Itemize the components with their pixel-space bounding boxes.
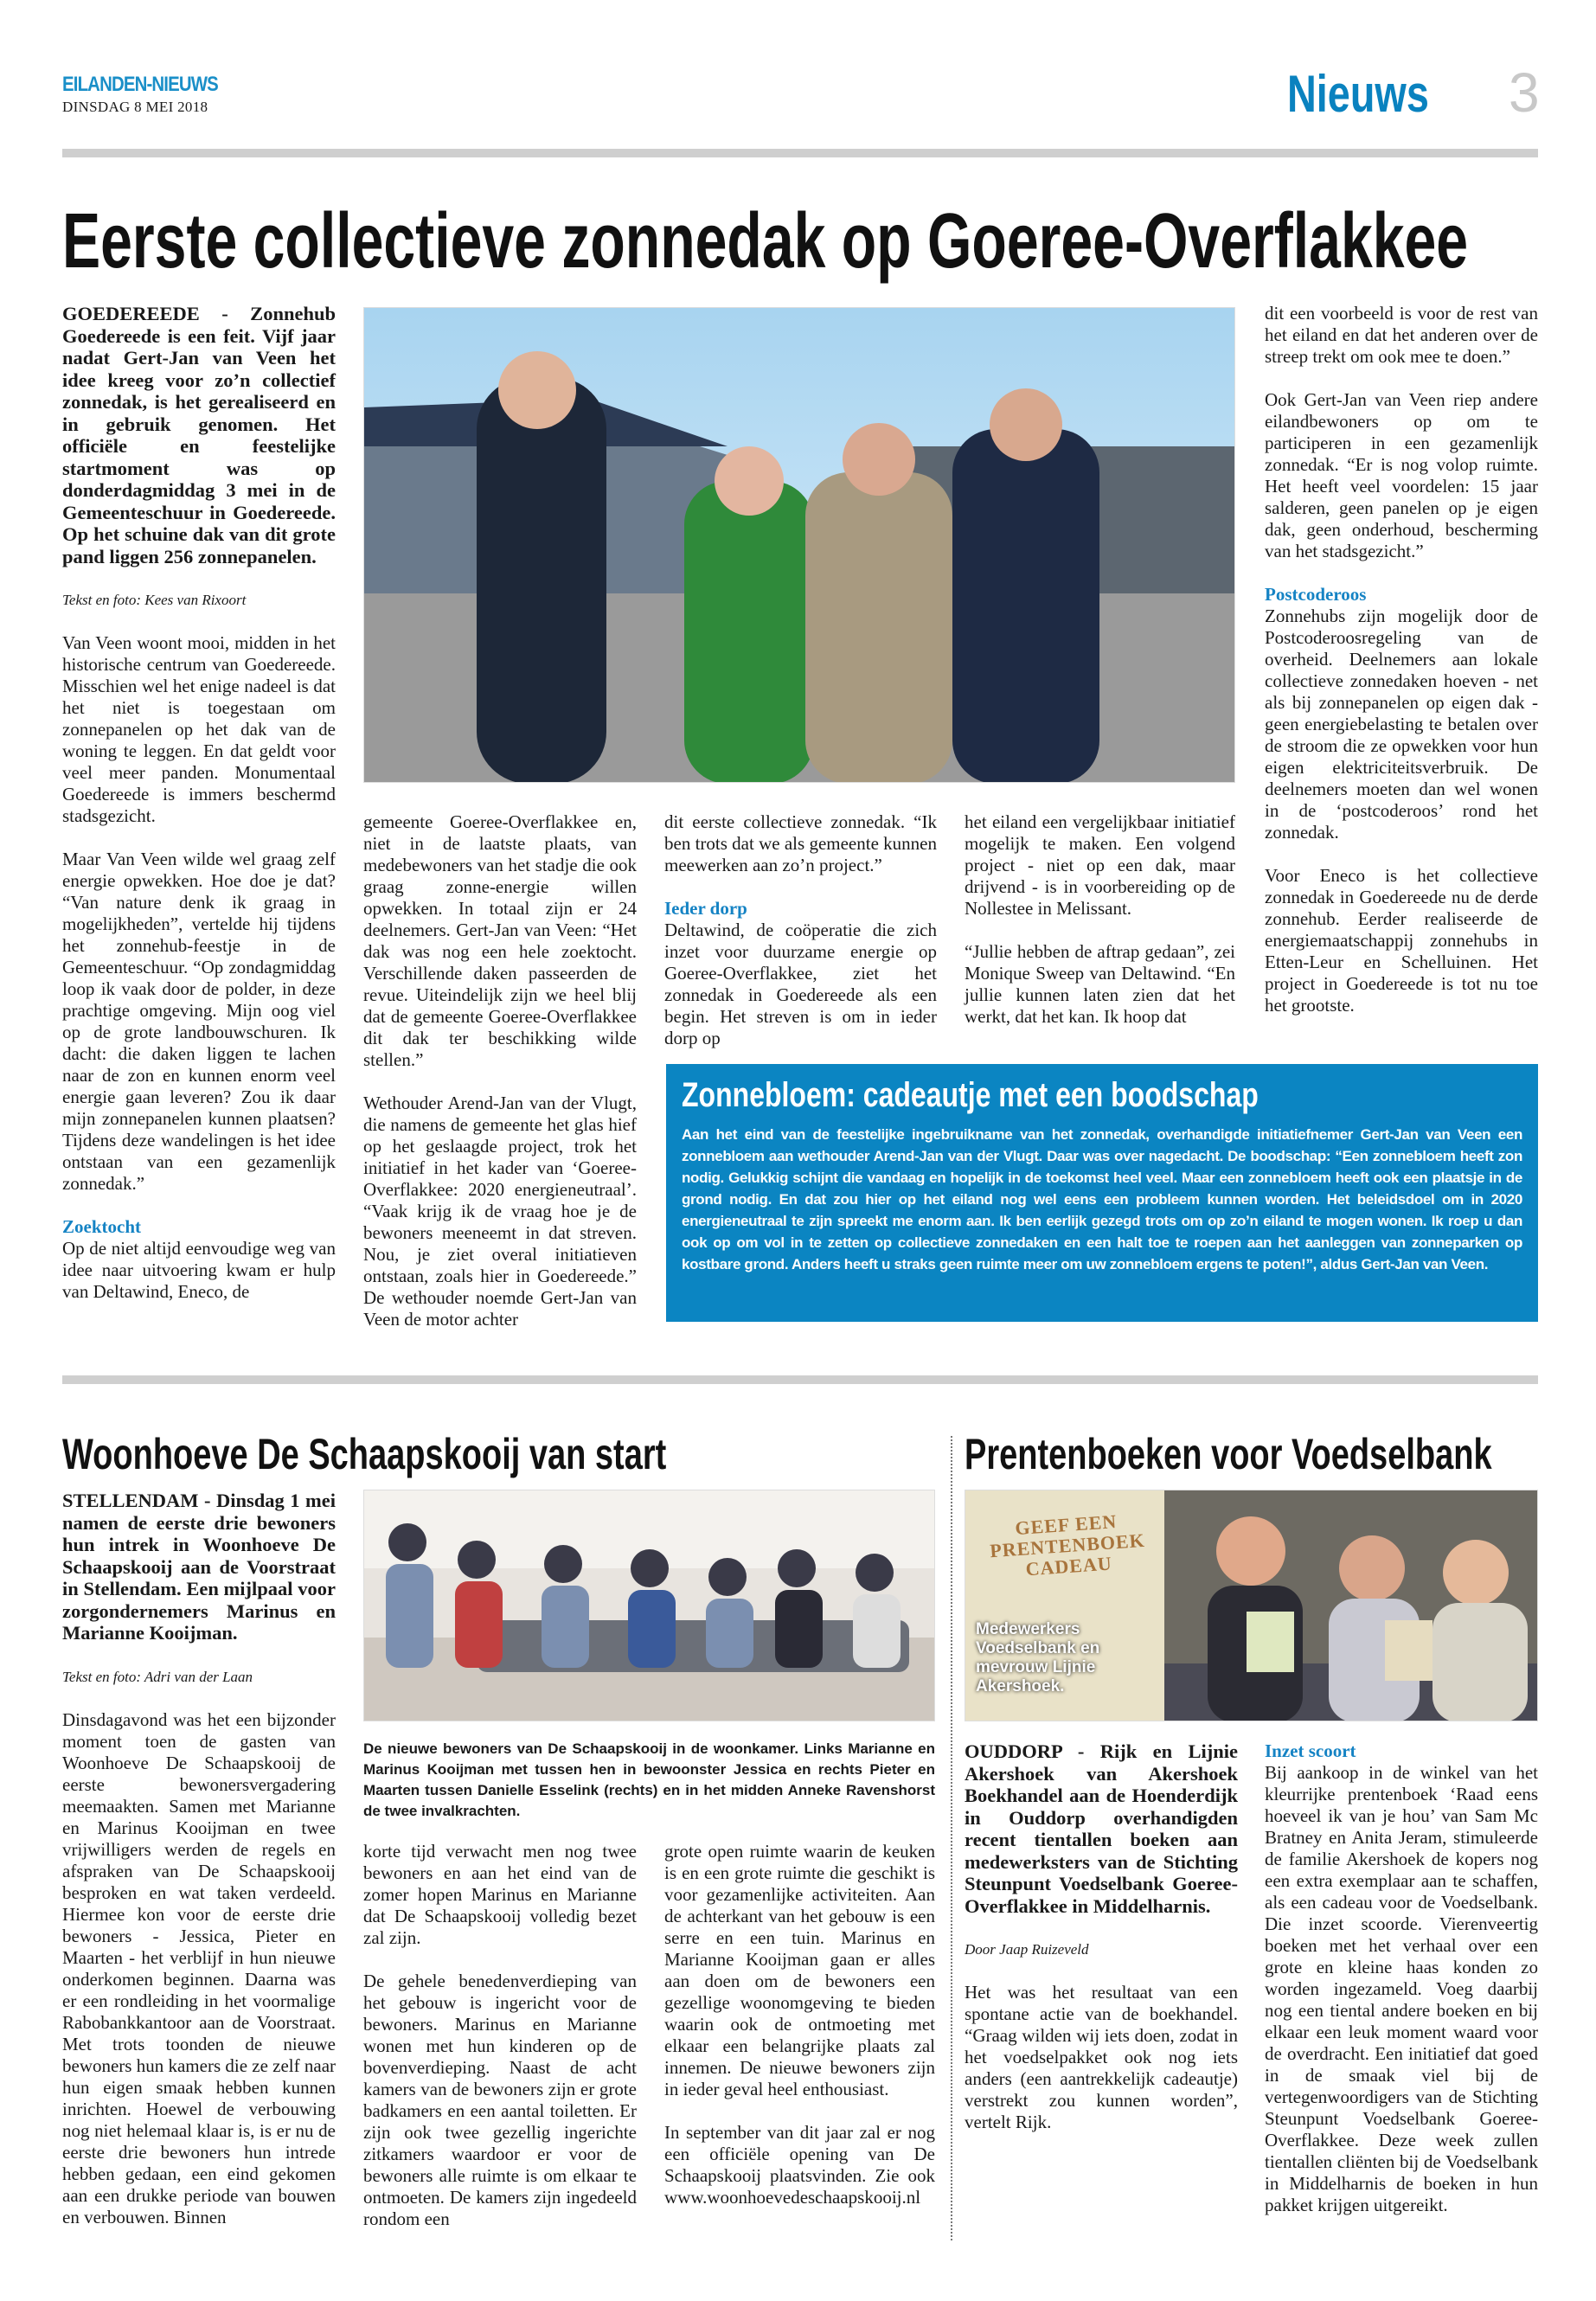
photo-caption: De nieuwe bewoners van De Schaapskooij in de woonkamer. Links Marianne en Marinus Kooijman met tussen hen in bewoonster Jessica en rechts Pieter en Maarten tussen Danielle Esselink (rechts) en in het midden Anneke Ravenshorst de twee invalkrachten. (363, 1740, 935, 1819)
paragraph: dit eerste collectieve zonnedak. “Ik ben trots dat we als gemeente kunnen meewerken aan zo’n project.” (664, 811, 937, 875)
paragraph: gemeente Goeree-Overflakkee en, niet in de laatste plaats, van medebewoners van het stadje die ook graag zonne-energie willen opwekken. In totaal zijn er 24 deelnemers. Gert-Jan van Veen: “Het dak was nog een hele zoektocht. Verschillende daken passeerden de revue. Uiteindelijk zijn we heel blij dat de gemeente Goeree-Overflakkee dit dak ter beschikking wilde stellen.” (363, 811, 637, 1070)
poster-lettering: GEEF EEN PRENTENBOEK CADEAU (989, 1509, 1146, 1580)
issue-date: DINSDAG 8 MEI 2018 (62, 99, 208, 115)
paragraph: Voor Eneco is het collectieve zonnedak in Goedereede nu de derde zonnehub. Eerder realiseerde de energiemaatschappij zonnehubs in Etten-Leur en Schelluinen. Het project in Goedereede is tot nu toe het grootste. (1265, 865, 1538, 1016)
section-title: Nieuws (1287, 65, 1429, 123)
paragraph: Wethouder Arend-Jan van der Vlugt, die namens de gemeente het glas hief op het geslaagde project, trok het initiatief in het kader van ‘Goeree-Overflakkee: 2020 energieneutraal’. “Vaak krijg ik de vraag hoe je de bewoners meeneemt in dat streven. Nou, je ziet overal initiatieven ontstaan, zoals hier in Goedereede.” De wethouder noemde Gert-Jan van Veen de motor achter (363, 1093, 637, 1330)
sidebar-box-zonnebloem (666, 1064, 1538, 1322)
paragraph: Zonnehubs zijn mogelijk door de Postcoderoosregeling van de overheid. Deelnemers aan lokale collectieve zonnedaken hoeven - net als bij zonnepanelen op eigen dak - geen energiebelasting te betalen over de stroom die ze opwekken voor hun eigen elektriciteitsverbruik. De deelnemers moeten dan wel wonen in de ‘postcoderoos’ rond het zonnedak. (1265, 606, 1538, 843)
newspaper-logo: EILANDEN-NIEUWS (62, 73, 218, 96)
article-column-4 (965, 811, 1235, 1049)
subheading: Inzet scoort (1265, 1740, 1356, 1761)
paragraph: In september van dit jaar zal er nog een officiële opening van De Schaapskooij plaatsvinden. Zie ook www.woonhoevedeschaapskooij.nl (664, 2122, 935, 2208)
paragraph: Bij aankoop in de winkel van het kleurrijke prentenboek ‘Raad eens hoeveel ik van je hou’ van Sam Mc Bratney en Anita Jeram, stimuleerde de familie Akershoek de kopers nog een extra exemplaar aan te schaffen, als een cadeau voor de Voedselbank. Die inzet scoorde. Vierenveertig boeken met het verhaal over een grote en kleine haas konden zo worden ingezameld. Voeg daarbij nog een tiental andere boeken en bij elkaar een leuk moment waard voor de overdracht. Een initiatief dat goed in de smaak viel bij de vertegenwoordigers van de Stichting Steunpunt Voedselbank Goeree-Overflakkee. Deze week zullen tientallen cliënten bij de Voedselbank in Middelharnis de boeken in hun pakket krijgen uitgereikt. (1265, 1762, 1538, 2215)
photo-solar-roof-image (364, 308, 1235, 783)
paragraph: Deltawind, de coöperatie die zich inzet voor duurzame energie op Goeree-Overflakkee, ziet het zonnedak in Goedereede als een begin. Het streven is om in ieder dorp op (664, 920, 937, 1048)
woonhoeve-column-2 (363, 1841, 637, 2252)
article-headline: Eerste collectieve zonnedak op Goeree-Overflakkee (62, 198, 1469, 285)
article-lead: OUDDORP - Rijk en Lijnie Akershoek van Akershoek Boekhandel aan de Hoenderdijk in Ouddorp overhandigden recent tientallen boeken aan medewerksters van de Stichting Steunpunt Voedselbank Goeree-Overflakkee in Middelharnis. (965, 1740, 1238, 1917)
article-headline-prentenboeken: Prentenboeken voor Voedselbank (965, 1430, 1492, 1478)
article-headline-woonhoeve: Woonhoeve De Schaapskooij van start (62, 1430, 667, 1478)
top-divider (62, 149, 1538, 157)
paragraph: Ook Gert-Jan van Veen riep andere eilandbewoners op om te participeren in een gezamenlijk zonnedak. “Er is nog volop ruimte. Het heeft veel voordelen: 15 jaar salderen, geen panelen op je eigen dak, geen onderhoud, bescherming van het stadsgezicht.” (1265, 389, 1538, 561)
paragraph: Van Veen woont mooi, midden in het historische centrum van Goedereede. Misschien wel het enige nadeel is dat het niet is toegestaan om zonnepanelen op het dak van de woning te leggen. En dat geldt voor veel meer panden. Monumentaal Goedereede is immers beschermd stadsgezicht. (62, 632, 336, 826)
photo-living-room-image (364, 1490, 935, 1721)
article-lead: GOEDEREEDE - Zonnehub Goedereede is een feit. Vijf jaar nadat Gert-Jan van Veen het idee kreeg voor zo’n collectief zonnedak, is het gerealiseerd en in gebruik genomen. Het officiële en feestelijke startmoment was op donderdagmiddag 3 mei in de Gemeenteschuur in Goedereede. Op het schuine dak van dit grote pand liggen 256 zonnepanelen. (62, 303, 336, 567)
subheading: Zoektocht (62, 1216, 141, 1237)
paragraph: “Jullie hebben de aftrap gedaan”, zei Monique Sweep van Deltawind. “En jullie kunnen laten zien dat het werkt, dat het kan. Ik hoop dat (965, 941, 1235, 1027)
paragraph: Maar Van Veen wilde wel graag zelf energie opwekken. Hoe doe je dat? “Van nature denk ik graag in mogelijkheden”, vertelde hij tijdens het zonnehub-feestje in de Gemeenteschuur. “Op zondagmiddag loop ik vaak door de polder, in deze prachtige omgeving. Mijn oog viel op de grote landbouwschuren. Ik dacht: die daken liggen te lachen naar de zon en kunnen enorm veel energie gaan leveren? Zou ik daar mijn zonnepanelen kunnen plaatsen? Tijdens deze wandelingen is het idee ontstaan van een gezamenlijk zonnedak.” (62, 849, 336, 1194)
woonhoeve-column-1 (62, 1490, 336, 2250)
box-title: Zonnebloem: cadeautje met een boodschap (682, 1076, 1259, 1114)
byline: Tekst en foto: Adri van der Laan (62, 1668, 253, 1685)
box-text: Aan het eind van de feestelijke ingebruikname van het zonnedak, overhandigde initiatiefnemer Gert-Jan van Veen een zonnebloem aan wethouder Arend-Jan van der Vlugt. Daar was over nagedacht. De boodschap: “Een zonnebloem heeft zon nodig. Gelukkig schijnt die vandaag en hopelijk in de toekomst heel veel. Maar een zonnebloem heeft ook een plaatsje in de grond nodig. En dat zou hier op het eiland nog wel eens een probleem kunnen worden. Het beleidsdoel om in 2020 energieneutraal te zijn spreekt me enorm aan. Ik ben eerlijk gezegd trots om op zo’n eiland te mogen wonen. Ik roep u dan ook op om vol in te zetten op collectieve zonnedaken en een halt toe te roepen aan het aanleggen van zonneparken op kostbare grond. Anders heeft u straks geen ruimte meer om uw zonnebloem ergens te poten!”, aldus Gert-Jan van Veen. (682, 1126, 1522, 1272)
paragraph: grote open ruimte waarin de keuken is en een grote ruimte die geschikt is voor gezamenlijke activiteiten. Aan de achterkant van het gebouw is een serre en een tuin. Marinus en Marianne Kooijman gaan er alles aan doen om de bewoners een gezellige woonomgeving te bieden waarin ook de ontmoeting met elkaar een belangrijke plaats zal innemen. De nieuwe bewoners zijn in ieder geval heel enthousiast. (664, 1841, 935, 2099)
paragraph: korte tijd verwacht men nog twee bewoners en aan het eind van de zomer hopen Marinus en Marianne dat De Schaapskooij volledig bezet zal zijn. (363, 1841, 637, 1948)
byline: Door Jaap Ruizeveld (965, 1941, 1089, 1958)
section-divider (62, 1375, 1538, 1384)
article-column-1 (62, 303, 336, 1324)
prentenboeken-column-1 (965, 1740, 1238, 2155)
paragraph: Op de niet altijd eenvoudige weg van idee naar uitvoering kwam er hulp van Deltawind, Eneco, de (62, 1238, 336, 1302)
article-column-2 (363, 811, 637, 1352)
paragraph: Het was het resultaat van een spontane actie van de boekhandel. “Graag wilden wij iets doen, zodat in het voedselpakket ook nog iets anders (een aantrekkelijk cadeautje) verstrekt zou kunnen worden”, vertelt Rijk. (965, 1982, 1238, 2132)
woonhoeve-column-3 (664, 1841, 935, 2230)
byline: Tekst en foto: Kees van Rixoort (62, 592, 247, 608)
article-photo-solar-roof (363, 307, 1235, 783)
subheading: Ieder dorp (664, 898, 747, 919)
paragraph: dit een voorbeeld is voor de rest van het eiland en dat het anderen over de streep trekt om ook mee te doen.” (1265, 303, 1538, 367)
article-column-3 (664, 811, 937, 1071)
woonhoeve-photo (363, 1490, 935, 1721)
paragraph: Dinsdagavond was het een bijzonder moment toen de gasten van Woonhoeve De Schaapskooij de eerste bewonersvergadering meemaakten. Samen met Marianne en Marinus Kooijman en twee vrijwilligers werden de regels en afspraken van De Schaapskooij besproken en wat taken verdeeld. Hiermee kon voor de eerste drie bewoners - Jessica, Pieter en Maarten - het verblijf in hun nieuwe onderkomen beginnen. Daarna was er een rondleiding in het voormalige Rabobankkantoor aan de Voorstraat. Met trots toonden de nieuwe bewoners hun kamers die ze zelf naar hun eigen smaak hebben kunnen inrichten. Hoewel de verbouwing nog niet helemaal klaar is, is er nu de eerste drie bewoners hun intrede hebben gedaan, een eind gekomen aan een drukke periode van bouwen en verbouwen. Binnen (62, 1708, 337, 2227)
page-number: 3 (1509, 61, 1540, 124)
photo-overlay-caption: Medewerkers Voedselbank en mevrouw Lijnie Akershoek. (976, 1620, 1100, 1695)
prentenboeken-photo (965, 1490, 1538, 1721)
subheading: Postcoderoos (1265, 584, 1367, 605)
paragraph: De gehele benedenverdieping van het gebouw is ingericht voor de bewoners. Marinus en Marianne wonen met hun kinderen op de bovenverdieping. Naast de acht kamers van de bewoners zijn er grote badkamers en een aantal toiletten. Er zijn ook twee gezellig ingerichte zitkamers waardoor er voor de bewoners alle ruimte is om elkaar te ontmoeten. De kamers zijn ingedeeld rondom een (363, 1971, 637, 2229)
prentenboeken-column-2 (1265, 1740, 1538, 2238)
paragraph: het eiland een vergelijkbaar initiatief mogelijk te maken. Een volgend project - niet op een dak, maar drijvend - is in voorbereiding op de Nollestee in Melissant. (965, 811, 1235, 919)
article-lead: STELLENDAM - Dinsdag 1 mei namen de eerste drie bewoners hun intrek in Woonhoeve De Schaapskooij aan de Voorstraat in Stellendam. Een mijlpaal voor zorgondernemers Marinus en Marianne Kooijman. (62, 1490, 336, 1644)
article-column-5 (1265, 303, 1538, 1038)
column-separator (951, 1436, 952, 2240)
